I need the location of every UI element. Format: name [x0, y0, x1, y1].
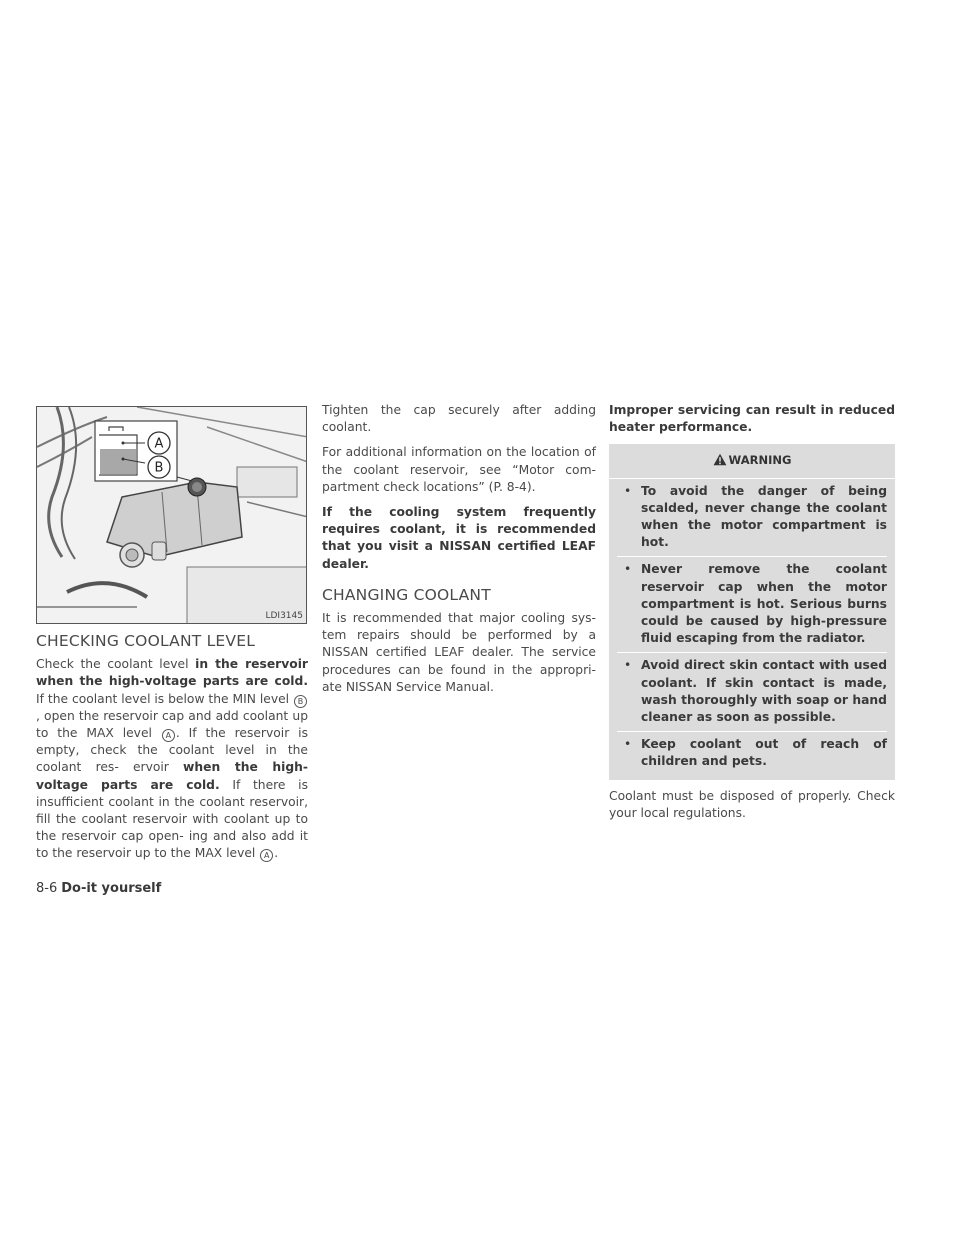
marker-a-icon: A	[162, 729, 175, 742]
improper-servicing-paragraph	[609, 402, 895, 436]
marker-a-icon: A	[260, 849, 273, 862]
text-run: If the coolant level is below the MIN level	[36, 691, 293, 706]
warning-item: • To avoid the danger of being scalded, never change the coolant when the motor compartment is hot.	[617, 483, 887, 558]
warning-header	[609, 450, 895, 478]
bold-run: in the reservoir when the high-voltage parts are cold.	[36, 657, 308, 689]
heading-checking-coolant-level: CHECKING COOLANT LEVEL	[36, 632, 256, 650]
warning-title: WARNING	[728, 453, 792, 468]
text-run: . If the reservoir is empty, check the coolant level in the coolant res- ervoir	[36, 726, 308, 775]
coolant-reservoir-figure	[36, 406, 307, 624]
callout-label-a: A	[154, 436, 164, 452]
bold-run: If the cooling system frequently requires coolant, it is recommended that you visit a NISSAN certified LEAF dealer.	[322, 505, 596, 571]
text-run: .	[274, 846, 279, 861]
frequent-coolant-paragraph	[322, 504, 596, 573]
text-run: Check the coolant level	[36, 657, 196, 672]
section-title: Do-it yourself	[61, 881, 162, 896]
engine-bay-illustration	[37, 407, 307, 624]
heading-changing-coolant: CHANGING COOLANT	[322, 585, 491, 604]
page-footer	[36, 881, 161, 896]
text-run: If there is insufficient coolant in the coolant reservoir, fill the coolant reservoir with coolant up to the reservoir cap open- ing and also add it to the reservoir up to the MAX level	[36, 777, 308, 861]
tighten-cap-paragraph: Tighten the cap securely after adding coolant.	[322, 403, 596, 435]
column-1	[36, 633, 308, 871]
warning-item: • Keep coolant out of reach of children and pets.	[617, 736, 887, 775]
warning-list	[617, 483, 887, 776]
page-number: 8-6	[36, 881, 58, 896]
column-3	[609, 402, 895, 830]
bold-run: Improper servicing can result in reduced heater performance.	[609, 403, 895, 435]
additional-info-paragraph: For additional information on the location of the coolant reservoir, see “Motor com- partment check locations” (P. 8-4).	[322, 445, 596, 494]
warning-item: • Never remove the coolant reservoir cap when the motor compartment is hot. Serious burns could be caused by high-pressure fluid escaping from the radiator.	[617, 561, 887, 653]
callout-label-b: B	[154, 460, 164, 476]
text-run: , open the reservoir cap and add coolant up to the MAX level	[36, 708, 308, 741]
column-2	[322, 402, 596, 704]
warning-box	[609, 444, 895, 779]
warning-item: • Avoid direct skin contact with used coolant. If skin contact is made, wash thoroughly with soap or hand cleaner as soon as possible.	[617, 657, 887, 732]
bold-run: when the high-voltage parts are cold.	[36, 760, 308, 792]
disposal-paragraph: Coolant must be disposed of properly. Check your local regulations.	[609, 788, 895, 820]
warning-triangle-icon	[713, 453, 727, 466]
checking-paragraph	[36, 656, 308, 862]
changing-paragraph: It is recommended that major cooling sys- tem repairs should be performed by a NISSAN certified LEAF dealer. The service procedures can be found in the appropri- ate NISSAN Service Manual.	[322, 611, 596, 694]
marker-b-icon: B	[294, 695, 307, 708]
figure-code: LDI3145	[265, 611, 303, 621]
